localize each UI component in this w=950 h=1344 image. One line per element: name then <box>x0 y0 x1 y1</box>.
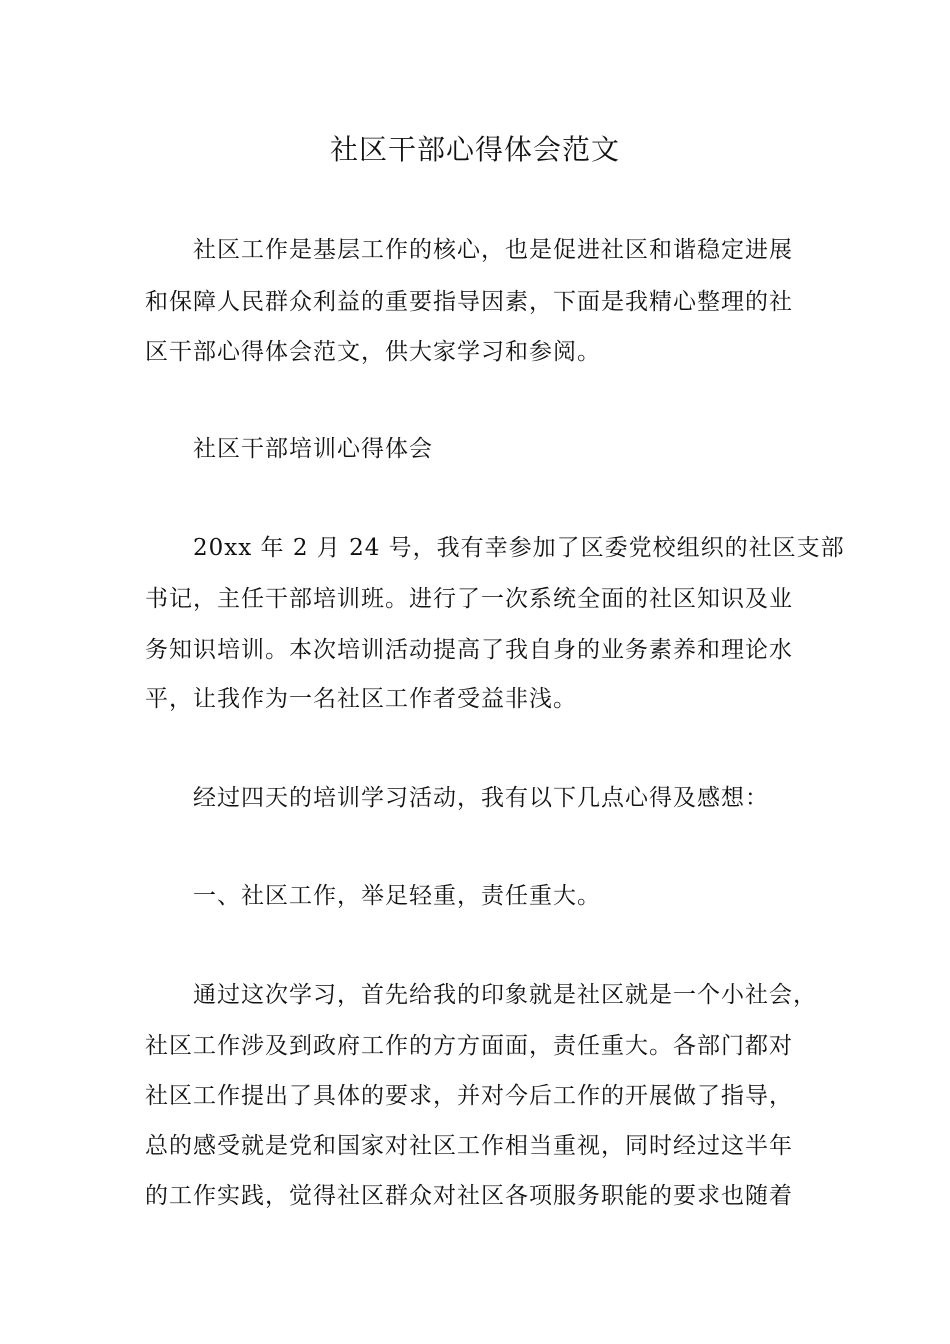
section-heading: 社区干部培训心得体会 <box>193 436 433 462</box>
document-title: 社区干部心得体会范文 <box>329 133 620 166</box>
text-line: 区干部心得体会范文，供大家学习和参阅。 <box>145 339 601 365</box>
subheading: 一、社区工作，举足轻重，责任重大。 <box>193 883 601 909</box>
text-line: 经过四天的培训学习活动，我有以下几点心得及感想： <box>193 785 769 811</box>
text-line: 通过这次学习，首先给我的印象就是社区就是一个小社会， <box>193 982 817 1008</box>
text-line: 平，让我作为一名社区工作者受益非浅。 <box>145 686 577 712</box>
text-line: 书记，主任干部培训班。进行了一次系统全面的社区知识及业 <box>145 586 793 612</box>
text-line: 20xx 年 2 月 24 号，我有幸参加了区委党校组织的社区支部 <box>193 535 845 561</box>
text-line: 和保障人民群众利益的重要指导因素，下面是我精心整理的社 <box>145 289 793 315</box>
text-line: 务知识培训。本次培训活动提高了我自身的业务素养和理论水 <box>145 637 793 663</box>
text-line: 总的感受就是党和国家对社区工作相当重视，同时经过这半年 <box>145 1133 793 1159</box>
text-line: 社区工作是基层工作的核心，也是促进社区和谐稳定进展 <box>193 237 793 263</box>
text-line: 社区工作涉及到政府工作的方方面面，责任重大。各部门都对 <box>145 1033 793 1059</box>
text-line: 社区工作提出了具体的要求，并对今后工作的开展做了指导， <box>145 1083 793 1109</box>
text-line: 的工作实践，觉得社区群众对社区各项服务职能的要求也随着 <box>145 1183 793 1209</box>
